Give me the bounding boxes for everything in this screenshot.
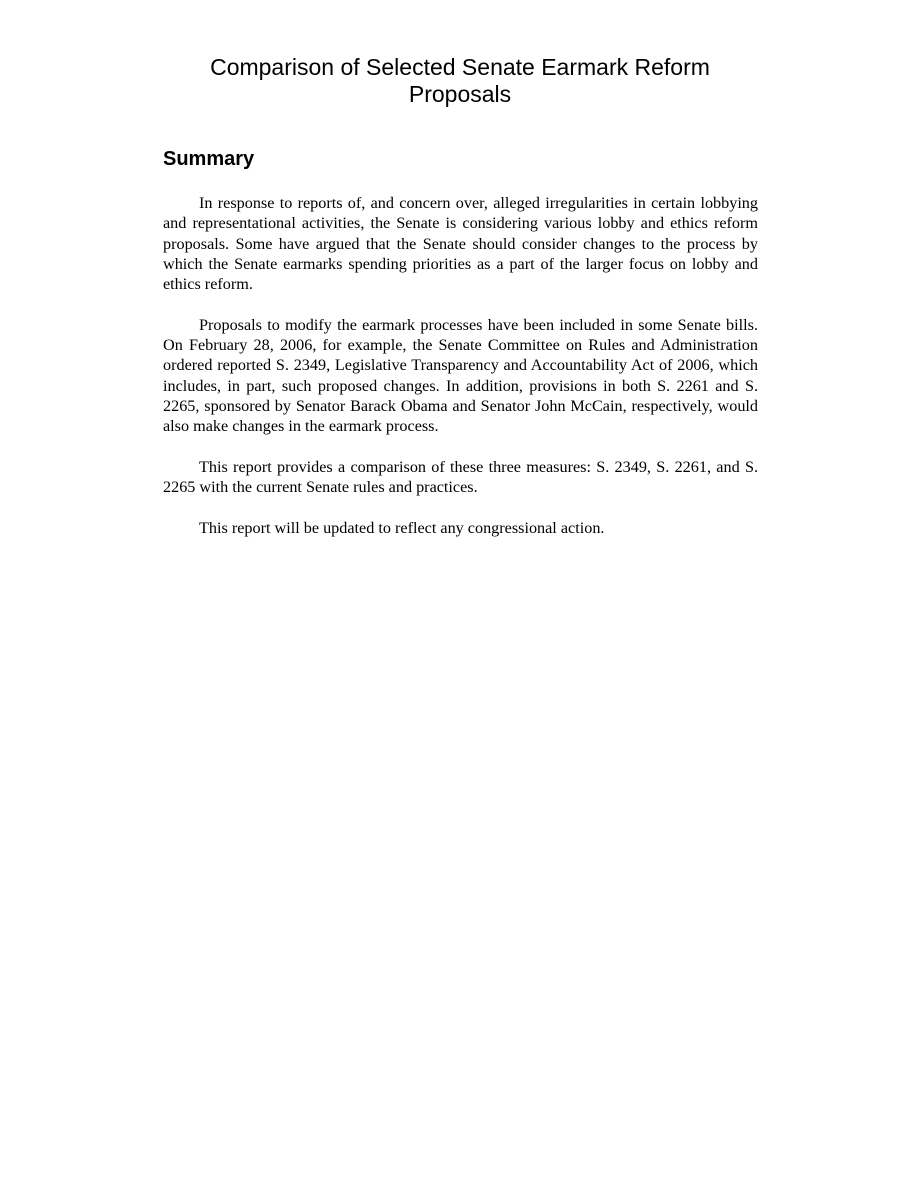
section-heading-summary: Summary bbox=[163, 148, 255, 170]
document-title-line-1: Comparison of Selected Senate Earmark Reform bbox=[210, 54, 710, 80]
summary-paragraph-2: Proposals to modify the earmark processes have been included in some Senate bills. On February 28, 2006, for example, the Senate Committee on Rules and Administration ordered reported S. 2349, Legislative Transparency and Accountability Act of 2006, which includes, in part, such proposed changes. In addition, provisions in both S. 2261 and S. 2265, sponsored by Senator Barack Obama and Senator John McCain, respectively, would also make changes in the earmark process. bbox=[163, 315, 758, 436]
summary-paragraph-1: In response to reports of, and concern over, alleged irregularities in certain lobbying and representational activities, the Senate is considering various lobby and ethics reform proposals. Some have argued that the Senate should consider changes to the process by which the Senate earmarks spending priorities as a part of the larger focus on lobby and ethics reform. bbox=[163, 194, 758, 294]
summary-paragraph-3: This report provides a comparison of these three measures: S. 2349, S. 2261, and S. 2265 with the current Senate rules and practices. bbox=[163, 457, 758, 497]
summary-body bbox=[163, 193, 758, 558]
summary-paragraph-4: This report will be updated to reflect any congressional action. bbox=[199, 518, 605, 537]
document-title bbox=[160, 54, 760, 108]
document-title-line-2: Proposals bbox=[408, 81, 512, 107]
